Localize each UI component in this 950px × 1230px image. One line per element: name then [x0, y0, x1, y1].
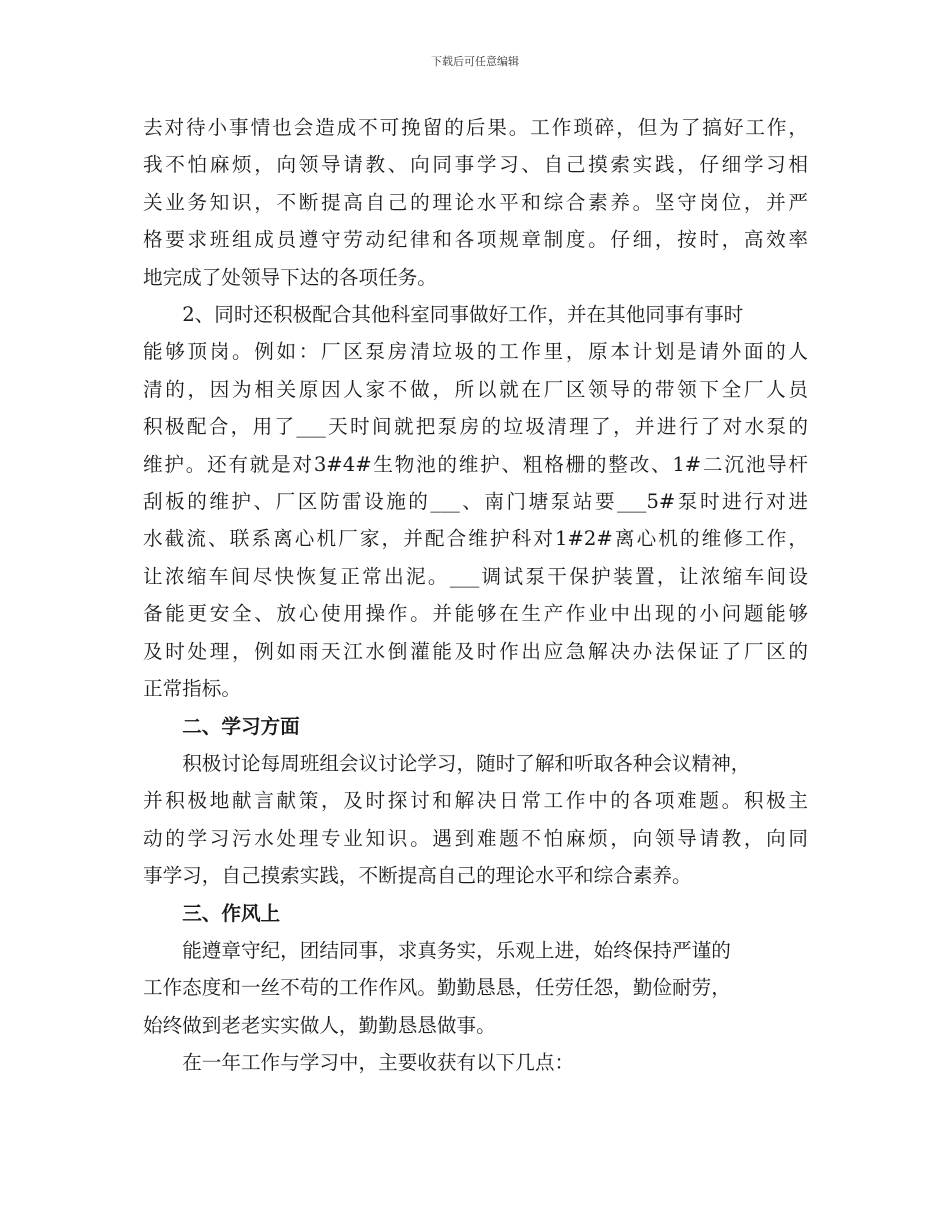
paragraph — [143, 109, 808, 296]
paragraph — [143, 296, 808, 707]
paragraph — [143, 932, 808, 1044]
text-line: 备能更安全、放心使用操作。并能够在生产作业中出现的小问题能够 — [143, 602, 808, 626]
heading-text: 三、作风上 — [182, 901, 281, 925]
text-line: 积极配合，用了___天时间就把泵房的垃圾清理了，并进行了对水泵的 — [143, 415, 808, 439]
section-heading-study — [143, 708, 808, 745]
text-line: 始终做到老老实实做人，勤勤恳恳做事。 — [143, 1013, 496, 1037]
text-line: 工作态度和一丝不苟的工作作风。勤勤恳恳，任劳任怨，勤俭耐劳， — [143, 976, 731, 1000]
text-line: 积极讨论每周班组会议讨论学习，随时了解和听取各种会议精神， — [182, 751, 751, 775]
text-line: 格要求班组成员遵守劳动纪律和各项规章制度。仔细，按时，高效率 — [143, 228, 808, 252]
text-line: 刮板的维护、厂区防雷设施的___、南门塘泵站要___5#泵时进行对进 — [143, 490, 808, 514]
text-line: 让浓缩车间尽快恢复正常出泥。___调试泵干保护装置，让浓缩车间设 — [143, 564, 808, 588]
text-line: 事学习，自己摸索实践，不断提高自己的理论水平和综合素养。 — [143, 864, 692, 888]
text-line: 动的学习污水处理专业知识。遇到难题不怕麻烦，向领导请教，向同 — [143, 826, 808, 850]
text-line: 正常指标。 — [143, 677, 241, 701]
text-line: 地完成了处领导下达的各项任务。 — [143, 265, 437, 289]
text-line: 水截流、联系离心机厂家，并配合维护科对1#2#离心机的维修工作， — [143, 527, 808, 551]
heading-text: 二、学习方面 — [182, 714, 300, 738]
paragraph — [143, 1044, 808, 1081]
text-line: 并积极地献言献策，及时探讨和解决日常工作中的各项难题。积极主 — [143, 789, 808, 813]
text-line: 能遵章守纪，团结同事，求真务实，乐观上进，始终保持严谨的 — [182, 938, 731, 962]
text-line: 在一年工作与学习中，主要收获有以下几点： — [182, 1051, 575, 1075]
paragraph — [143, 745, 808, 895]
text-line: 及时处理，例如雨天江水倒灌能及时作出应急解决办法保证了厂区的 — [143, 639, 808, 663]
text-line: 关业务知识，不断提高自己的理论水平和综合素养。坚守岗位，并严 — [143, 190, 808, 214]
text-line: 2、同时还积极配合其他科室同事做好工作，并在其他同事有事时 — [182, 303, 744, 327]
document-body — [143, 109, 808, 1082]
text-line: 清的，因为相关原因人家不做，所以就在厂区领导的带领下全厂人员 — [143, 377, 808, 401]
text-line: 维护。还有就是对3#4#生物池的维护、粗格栅的整改、1#二沉池导杆 — [143, 452, 808, 476]
text-line: 去对待小事情也会造成不可挽留的后果。工作琐碎，但为了搞好工作， — [143, 116, 808, 139]
page-header: 下载后可任意编辑 — [431, 55, 519, 68]
text-line: 能够顶岗。例如：厂区泵房清垃圾的工作里，原本计划是请外面的人 — [143, 340, 808, 364]
section-heading-style — [143, 895, 808, 932]
text-line: 我不怕麻烦，向领导请教、向同事学习、自己摸索实践，仔细学习相 — [143, 153, 808, 177]
